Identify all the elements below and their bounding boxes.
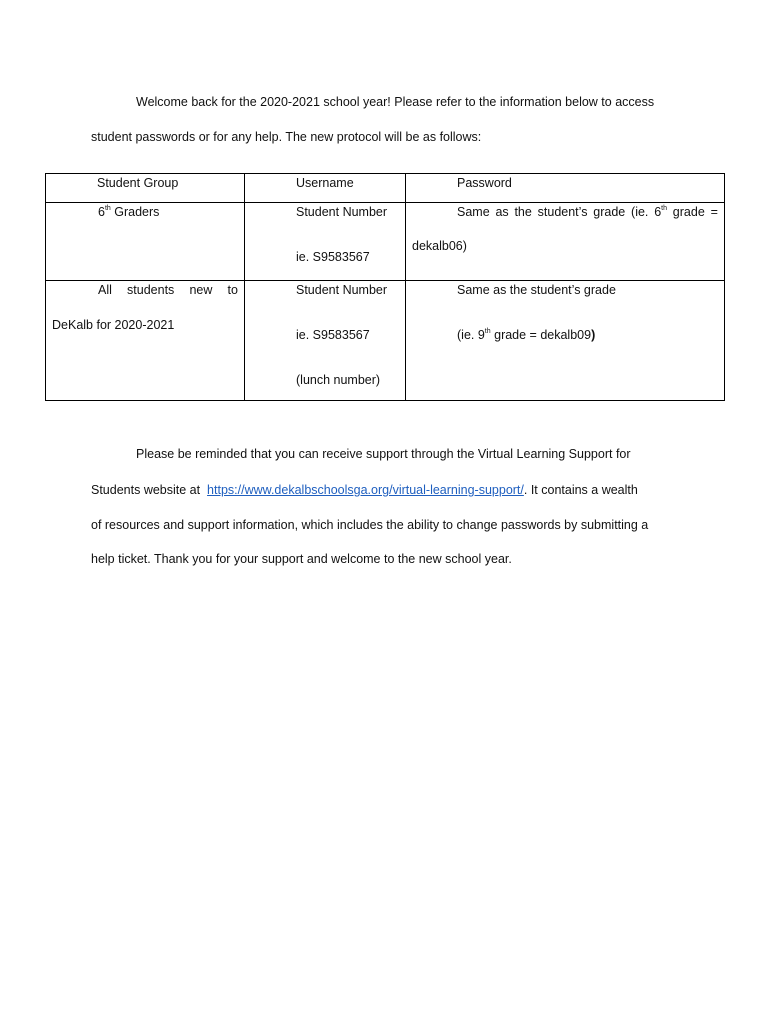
row1-password-line2: dekalb06) <box>412 239 467 253</box>
row2-student-group <box>46 281 245 401</box>
row2-username-line2: ie. S9583567 <box>296 328 370 342</box>
row1-username <box>245 203 406 281</box>
row1-pw-word-3: the <box>514 205 532 219</box>
row2-password-post: grade = dekalb09 <box>490 328 592 342</box>
row2-username <box>245 281 406 401</box>
row1-student-group <box>46 203 245 281</box>
reminder-line-4: help ticket. Thank you for your support and welcome to the new school year. <box>91 552 512 566</box>
student-password-table <box>45 173 725 401</box>
row2-group-line2: DeKalb for 2020-2021 <box>52 318 175 332</box>
row1-group-sup: th <box>104 205 111 212</box>
row2-username-line1: Student Number <box>296 283 388 297</box>
row2-username-line3: (lunch number) <box>296 373 381 387</box>
row1-username-line1: Student Number <box>296 205 388 219</box>
reminder-line-2-post: . It contains a wealth <box>523 483 638 497</box>
row1-pw-word-2: as <box>495 205 509 219</box>
row1-pw-word-4: student’s <box>537 205 588 219</box>
row2-password-sup: th <box>484 328 491 335</box>
row1-password <box>406 203 725 281</box>
header-username <box>245 174 406 203</box>
table-header-row <box>46 174 725 203</box>
header-password <box>406 174 725 203</box>
row1-pw-grade-number: 6 <box>654 205 662 219</box>
reminder-line-2 <box>91 482 638 498</box>
row1-pw-word-7 <box>654 204 667 220</box>
row2-group-line1 <box>98 282 238 298</box>
row1-pw-word-8: grade <box>672 205 705 219</box>
table-row <box>46 281 725 401</box>
intro-line-1: Welcome back for the 2020-2021 school year! Please refer to the information below to access <box>136 95 655 109</box>
row1-group-number: 6 <box>98 205 105 219</box>
table-row <box>46 203 725 281</box>
reminder-line-1: Please be reminded that you can receive support through the Virtual Learning Support for <box>136 447 631 461</box>
virtual-learning-support-link[interactable]: https://www.dekalbschoolsga.org/virtual-learning-support/ <box>207 483 524 497</box>
row1-password-line1 <box>457 204 718 220</box>
header-student-group <box>46 174 245 203</box>
row2-group-word-2: students <box>127 283 175 297</box>
row2-password-line2 <box>457 327 595 343</box>
row2-group-word-3: new <box>189 283 213 297</box>
row2-password <box>406 281 725 401</box>
row2-password-close: ) <box>591 328 596 342</box>
row2-password-line1: Same as the student’s grade <box>457 283 616 297</box>
row2-group-word-4: to <box>227 283 238 297</box>
row1-pw-word-6: (ie. <box>631 205 649 219</box>
row1-pw-word-9: = <box>710 205 718 219</box>
reminder-line-3: of resources and support information, which includes the ability to change passwords by submitting a <box>91 518 649 532</box>
intro-line-2: student passwords or for any help. The new protocol will be as follows: <box>91 130 482 144</box>
reminder-line-2-pre: Students website at <box>91 483 208 497</box>
row1-group-rest: Graders <box>110 205 160 219</box>
row1-pw-word-5: grade <box>593 205 626 219</box>
row2-password-pre: (ie. 9 <box>457 328 485 342</box>
row1-pw-grade-sup: th <box>661 205 667 212</box>
row2-group-word-1: All <box>98 283 112 297</box>
header-student-group-label: Student Group <box>97 176 179 190</box>
header-username-label: Username <box>296 176 354 190</box>
row1-group-label <box>98 204 159 220</box>
row1-pw-word-1: Same <box>457 205 490 219</box>
row1-username-line2: ie. S9583567 <box>296 250 370 264</box>
header-password-label: Password <box>457 176 512 190</box>
